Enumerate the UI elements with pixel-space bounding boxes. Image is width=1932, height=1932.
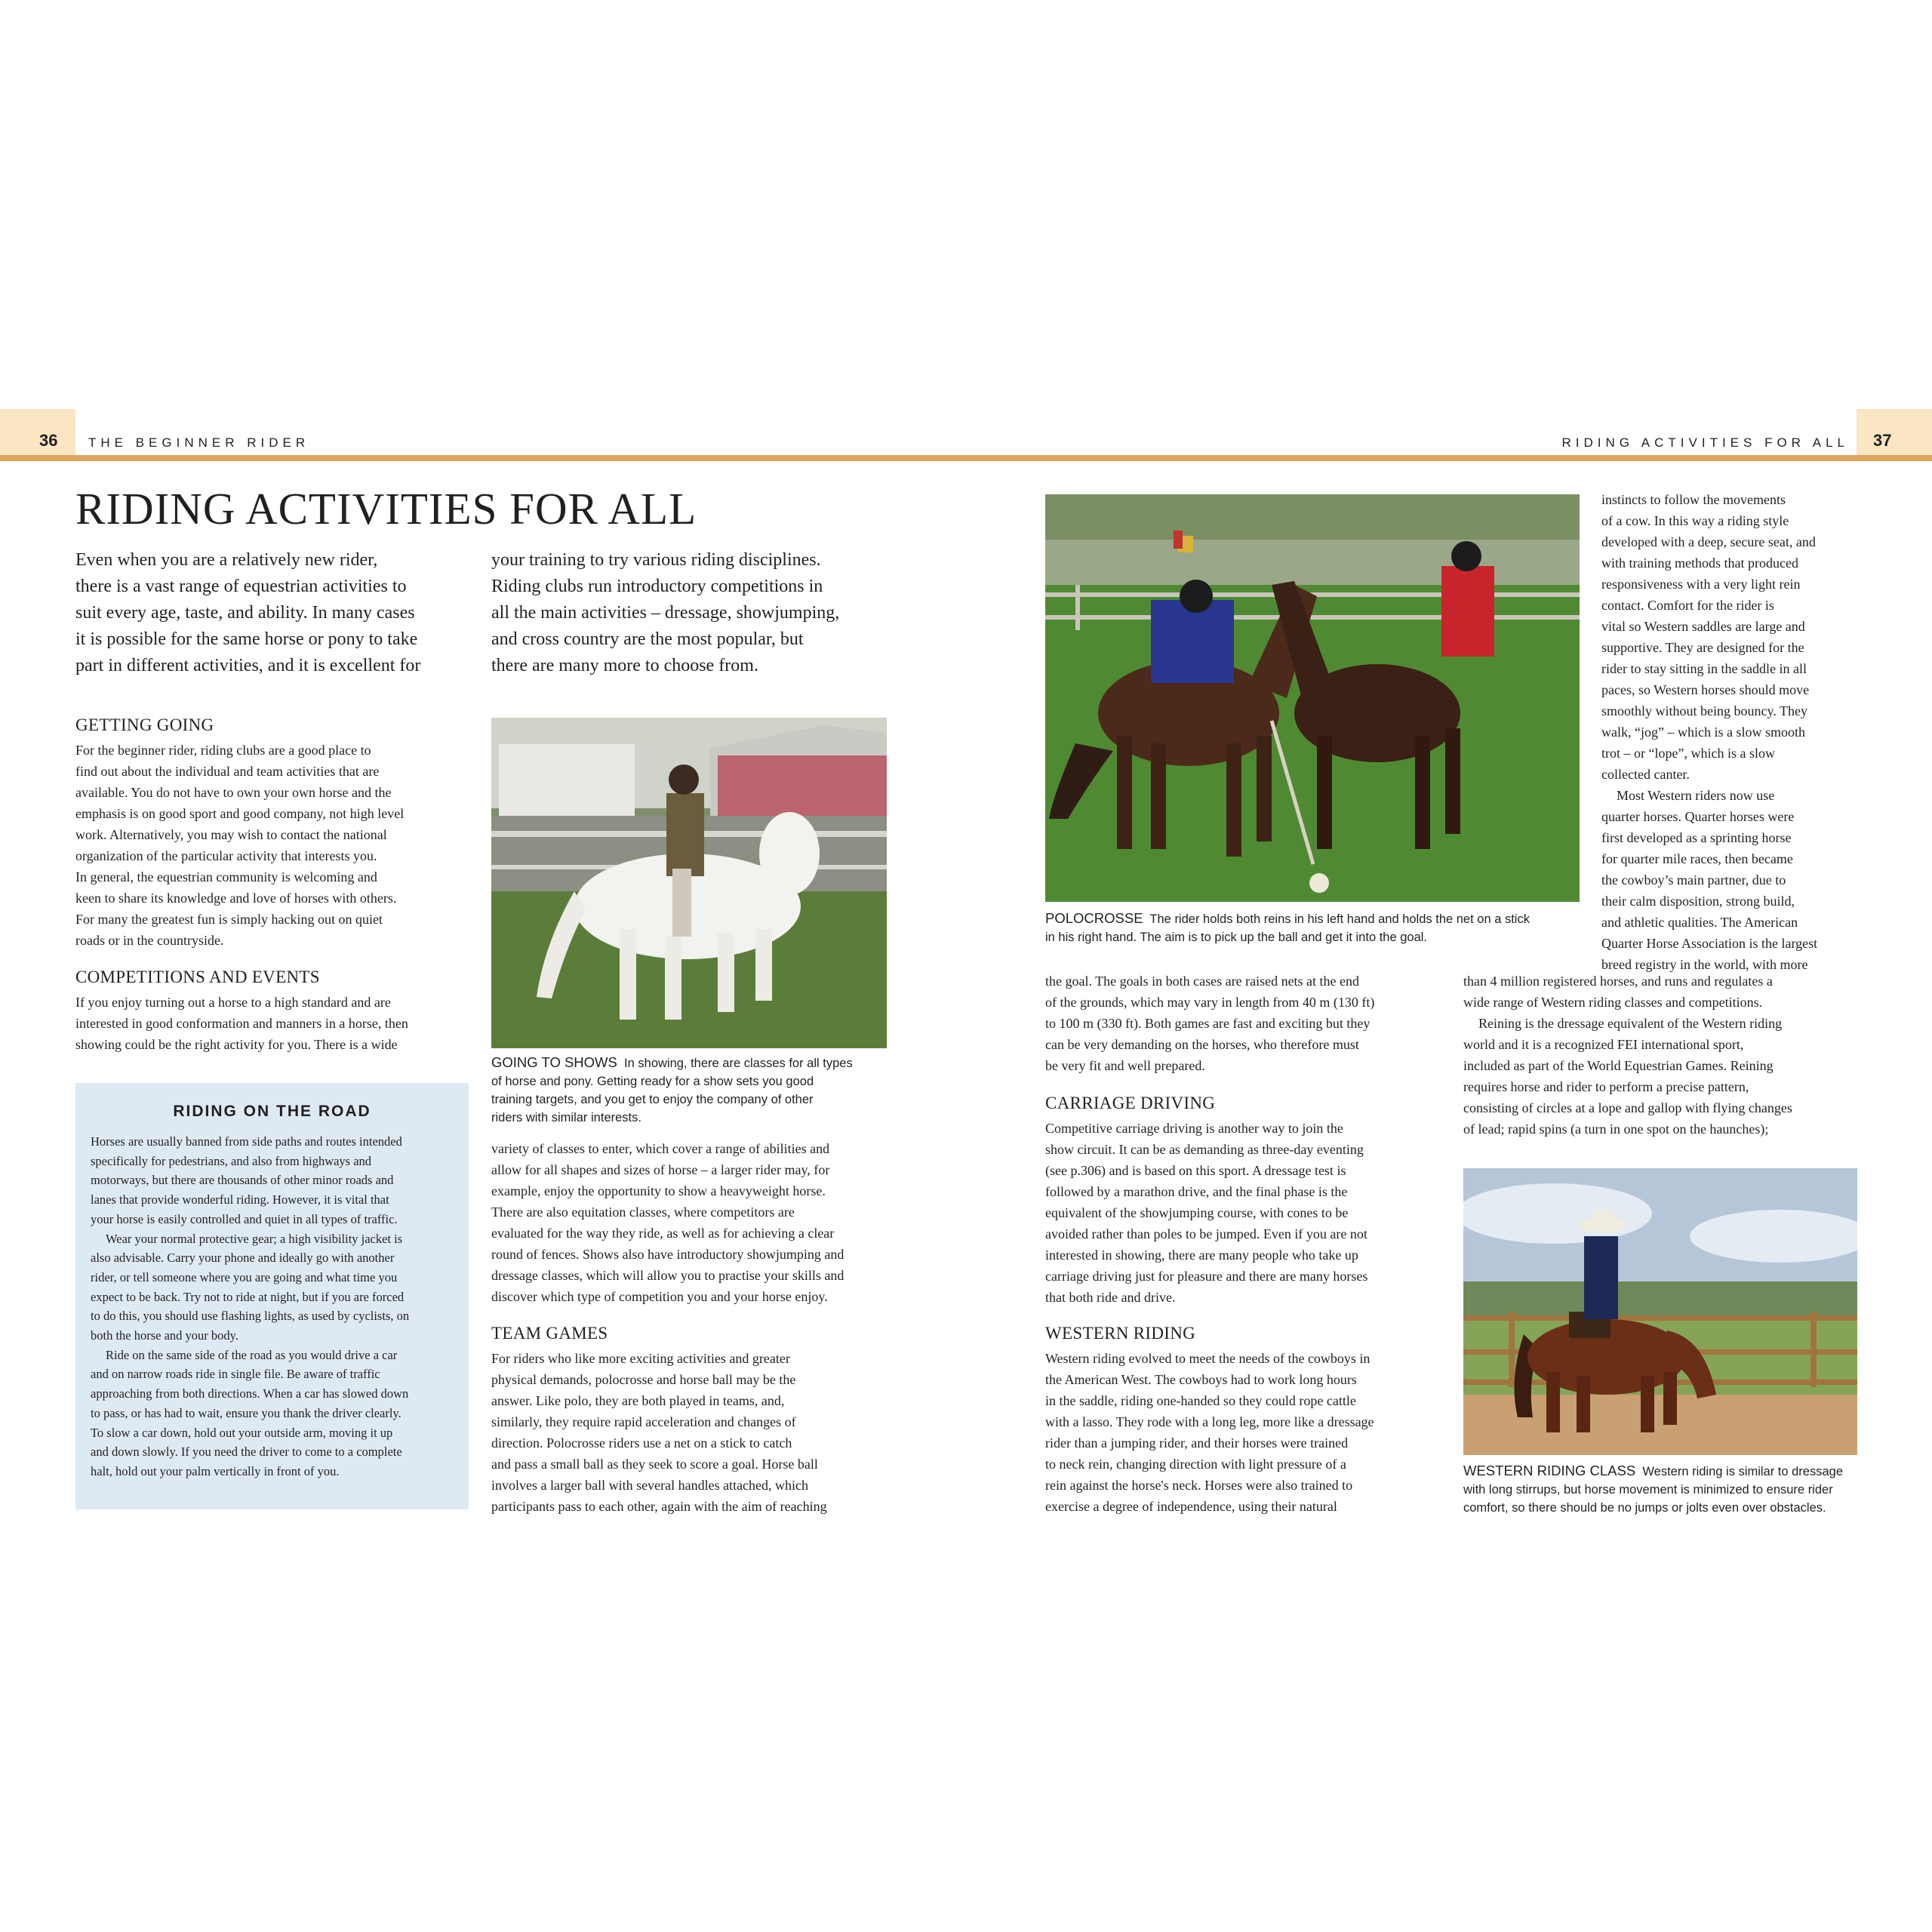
left-running-head: THE BEGINNER RIDER bbox=[88, 435, 310, 450]
caption-going-to-shows bbox=[491, 1054, 899, 1127]
text-line: for quarter mile races, then became bbox=[1601, 851, 1793, 866]
text-line: developed with a deep, secure seat, and bbox=[1601, 534, 1816, 549]
text-line: discover which type of competition you and your horse enjoy. bbox=[491, 1289, 828, 1304]
text-line: expect to be back. Try not to ride at night, but if you are forced bbox=[91, 1289, 405, 1304]
text-line: For the beginner rider, riding clubs are a good place to bbox=[75, 743, 371, 758]
text-line: round of fences. Shows also have introductory showjumping and bbox=[491, 1247, 844, 1262]
text-line: vital so Western saddles are large and bbox=[1601, 619, 1805, 634]
text-line: To slow a car down, hold out your outside arm, moving it up bbox=[91, 1425, 393, 1440]
intro-line: your training to try various riding disciplines. bbox=[491, 550, 821, 570]
text-line: motorways, but there are thousands of other minor roads and bbox=[91, 1173, 394, 1188]
intro-col-2 bbox=[491, 547, 899, 679]
text-line: world and it is a recognized FEI international sport, bbox=[1463, 1037, 1744, 1052]
text-line: find out about the individual and team activities that are bbox=[75, 764, 380, 779]
caption-line: riders with similar interests. bbox=[491, 1111, 641, 1124]
text-line: the goal. The goals in both cases are raised nets at the end bbox=[1045, 974, 1360, 989]
intro-line: suit every age, taste, and ability. In many cases bbox=[75, 603, 415, 623]
intro-line: it is possible for the same horse or pony to take bbox=[75, 629, 418, 649]
caption-polocrosse bbox=[1045, 909, 1589, 946]
showing-continued-text bbox=[491, 1138, 899, 1307]
text-line: physical demands, polocrosse and horse ball may be the bbox=[491, 1372, 796, 1387]
text-line: to do this, you should use flashing lights, as used by cyclists, on bbox=[91, 1309, 410, 1324]
caption-line: comfort, so there should be no jumps or jolts even over obstacles. bbox=[1463, 1501, 1826, 1515]
text-line: halt, hold out your palm vertically in front of you. bbox=[91, 1463, 340, 1478]
caption-line: Western riding is similar to dressage bbox=[1642, 1465, 1844, 1478]
text-line: your horse is easily controlled and quiet in all types of traffic. bbox=[91, 1211, 398, 1226]
text-line: instincts to follow the movements bbox=[1601, 492, 1786, 507]
heading-carriage-driving: CARRIAGE DRIVING bbox=[1045, 1094, 1216, 1112]
team-games-continued-text bbox=[1045, 971, 1453, 1076]
text-line: to pass, or has had to wait, ensure you thank the driver clearly. bbox=[91, 1405, 401, 1420]
intro-line: all the main activities – dressage, showjumping, bbox=[491, 603, 840, 623]
intro-line: Riding clubs run introductory competitions in bbox=[491, 577, 823, 596]
text-line: requires horse and rider to perform a precise pattern, bbox=[1463, 1079, 1749, 1094]
competitions-text bbox=[75, 992, 475, 1055]
text-line: dressage classes, which will allow you to practise your skills and bbox=[491, 1268, 844, 1283]
text-line: included as part of the World Equestrian Games. Reining bbox=[1463, 1058, 1774, 1073]
caption-line: of horse and pony. Getting ready for a show sets you good bbox=[491, 1075, 814, 1088]
caption-label: POLOCROSSE bbox=[1045, 910, 1143, 926]
box-text bbox=[91, 1132, 457, 1481]
text-line: For many the greatest fun is simply hacking out on quiet bbox=[75, 912, 383, 927]
text-line: walk, “jog” – which is a slow smooth bbox=[1601, 724, 1805, 740]
text-line: quarter horses. Quarter horses were bbox=[1601, 809, 1795, 824]
caption-line: The rider holds both reins in his left hand and holds the net on a stick bbox=[1149, 912, 1530, 926]
photo-western-riding-class bbox=[1463, 1168, 1857, 1455]
text-line: exercise a degree of independence, using their natural bbox=[1045, 1499, 1337, 1514]
text-line: specifically for pedestrians, and also from highways and bbox=[91, 1153, 372, 1168]
text-line: first developed as a sprinting horse bbox=[1601, 830, 1792, 845]
text-line: organization of the particular activity that interests you. bbox=[75, 848, 377, 863]
western-riding-text bbox=[1045, 1348, 1453, 1517]
text-line: in the saddle, riding one-handed so they could rope cattle bbox=[1045, 1393, 1356, 1408]
heading-getting-going: GETTING GOING bbox=[75, 715, 214, 734]
heading-competitions: COMPETITIONS AND EVENTS bbox=[75, 968, 320, 986]
intro-line: part in different activities, and it is excellent for bbox=[75, 656, 421, 675]
heading-team-games: TEAM GAMES bbox=[491, 1324, 608, 1343]
riding-on-the-road-box bbox=[75, 1083, 469, 1509]
text-line: interested in good conformation and manners in a horse, then bbox=[75, 1016, 408, 1031]
text-line: of lead; rapid spins (a turn in one spot on the haunches); bbox=[1463, 1121, 1769, 1137]
caption-line: in his right hand. The aim is to pick up the ball and get it into the goal. bbox=[1045, 931, 1428, 944]
text-line: available. You do not have to own your own horse and the bbox=[75, 785, 392, 800]
right-page-tab bbox=[1857, 409, 1932, 459]
text-line: and down slowly. If you need the driver to come to a complete bbox=[91, 1444, 402, 1460]
text-line: evaluated for the way they ride, as well as for achieving a clear bbox=[491, 1226, 835, 1241]
text-line: rider to stay sitting in the saddle in all bbox=[1601, 661, 1807, 676]
text-line: direction. Polocrosse riders use a net on a stick to catch bbox=[491, 1435, 792, 1451]
heading-western-riding: WESTERN RIDING bbox=[1045, 1324, 1196, 1343]
getting-going-text bbox=[75, 740, 475, 951]
text-line: followed by a marathon drive, and the final phase is the bbox=[1045, 1184, 1348, 1199]
text-line: both the horse and your body. bbox=[91, 1328, 238, 1343]
page-title: RIDING ACTIVITIES FOR ALL bbox=[75, 484, 697, 534]
photo-polocrosse bbox=[1045, 494, 1580, 902]
text-line: and on narrow roads ride in single file. Be aware of traffic bbox=[91, 1367, 380, 1382]
text-line: breed registry in the world, with more bbox=[1601, 957, 1808, 972]
text-line: the American West. The cowboys had to work long hours bbox=[1045, 1372, 1357, 1387]
text-line: of a cow. In this way a riding style bbox=[1601, 513, 1789, 528]
text-line: show circuit. It can be as demanding as three-day eventing bbox=[1045, 1142, 1364, 1157]
caption-label: WESTERN RIDING CLASS bbox=[1463, 1463, 1636, 1478]
text-line: Ride on the same side of the road as you would drive a car bbox=[106, 1347, 398, 1362]
text-line: allow for all shapes and sizes of horse – a larger rider may, for bbox=[491, 1162, 830, 1177]
text-line: example, enjoy the opportunity to show a heavyweight horse. bbox=[491, 1183, 826, 1198]
western-continued-narrow-text bbox=[1601, 489, 1862, 975]
text-line: In general, the equestrian community is welcoming and bbox=[75, 869, 377, 884]
text-line: smoothly without being bouncy. They bbox=[1601, 703, 1807, 718]
caption-line: with long stirrups, but horse movement is minimized to ensure rider bbox=[1463, 1483, 1833, 1497]
text-line: avoided rather than poles to be jumped. Even if you are not bbox=[1045, 1226, 1367, 1241]
text-line: Western riding evolved to meet the needs of the cowboys in bbox=[1045, 1351, 1371, 1366]
right-running-head: RIDING ACTIVITIES FOR ALL bbox=[1561, 435, 1849, 450]
text-line: be very fit and well prepared. bbox=[1045, 1058, 1205, 1073]
text-line: rider, or tell someone where you are going and what time you bbox=[91, 1269, 398, 1284]
text-line: keen to share its knowledge and love of horses with others. bbox=[75, 891, 397, 906]
intro-line: there is a vast range of equestrian activities to bbox=[75, 577, 407, 596]
text-line: to 100 m (330 ft). Both games are fast and exciting but they bbox=[1045, 1016, 1371, 1031]
text-line: rein against the horse's neck. Horses were also trained to bbox=[1045, 1478, 1353, 1493]
photo-going-to-shows bbox=[491, 718, 887, 1048]
text-line: involves a larger ball with several handles attached, which bbox=[491, 1478, 809, 1493]
intro-line: and cross country are the most popular, but bbox=[491, 629, 804, 649]
intro-line: Even when you are a relatively new rider, bbox=[75, 550, 378, 570]
text-line: than 4 million registered horses, and runs and regulates a bbox=[1463, 974, 1773, 989]
text-line: and athletic qualities. The American bbox=[1601, 915, 1798, 930]
caption-label: GOING TO SHOWS bbox=[491, 1054, 617, 1070]
text-line: to neck rein, changing direction with light pressure of a bbox=[1045, 1457, 1346, 1472]
text-line: wide range of Western riding classes and competitions. bbox=[1463, 995, 1763, 1010]
text-line: work. Alternatively, you may wish to contact the national bbox=[75, 827, 387, 842]
text-line: equivalent of the showjumping course, with cones to be bbox=[1045, 1205, 1349, 1220]
text-line: their calm disposition, strong build, bbox=[1601, 894, 1795, 909]
intro-col-1 bbox=[75, 547, 483, 679]
text-line: similarly, they require rapid acceleration and changes of bbox=[491, 1414, 796, 1429]
text-line: with a lasso. They rode with a long leg, more like a dressage bbox=[1045, 1414, 1374, 1429]
text-line: that both ride and drive. bbox=[1045, 1290, 1176, 1305]
left-page-tab bbox=[0, 409, 75, 459]
text-line: the cowboy’s main partner, due to bbox=[1601, 872, 1786, 888]
text-line: showing could be the right activity for you. There is a wide bbox=[75, 1037, 398, 1052]
text-line: lanes that provide wonderful riding. However, it is vital that bbox=[91, 1192, 389, 1208]
text-line: Quarter Horse Association is the largest bbox=[1601, 936, 1818, 951]
caption-line: In showing, there are classes for all types bbox=[624, 1057, 853, 1070]
header-rule bbox=[0, 455, 1932, 461]
team-games-text bbox=[491, 1348, 899, 1517]
text-line: (see p.306) and is based on this sport. A dressage test is bbox=[1045, 1163, 1346, 1178]
text-line: contact. Comfort for the rider is bbox=[1601, 598, 1774, 613]
text-line: paces, so Western horses should move bbox=[1601, 682, 1810, 697]
text-line: trot – or “lope”, which is a slow bbox=[1601, 746, 1775, 761]
box-title: RIDING ON THE ROAD bbox=[173, 1103, 371, 1120]
text-line: also advisable. Carry your phone and ideally go with another bbox=[91, 1251, 395, 1266]
text-line: consisting of circles at a lope and gallop with flying changes bbox=[1463, 1100, 1792, 1115]
carriage-driving-text bbox=[1045, 1118, 1453, 1308]
western-continued-wide-text bbox=[1463, 971, 1871, 1140]
intro-line: there are many more to choose from. bbox=[491, 656, 758, 675]
text-line: participants pass to each other, again with the aim of reaching bbox=[491, 1499, 827, 1514]
text-line: carriage driving just for pleasure and there are many horses bbox=[1045, 1269, 1368, 1284]
text-line: If you enjoy turning out a horse to a high standard and are bbox=[75, 995, 391, 1010]
left-page-number: 36 bbox=[39, 431, 58, 450]
text-line: emphasis is on good sport and good company, not high level bbox=[75, 806, 405, 821]
text-line: Horses are usually banned from side paths and routes intended bbox=[91, 1134, 402, 1149]
text-line: and pass a small ball as they seek to score a goal. Horse ball bbox=[491, 1457, 818, 1472]
text-line: Most Western riders now use bbox=[1617, 788, 1775, 803]
text-line: answer. Like polo, they are both played in teams, and, bbox=[491, 1393, 785, 1408]
text-line: responsiveness with a very light rein bbox=[1601, 577, 1801, 592]
text-line: interested in showing, there are many people who take up bbox=[1045, 1247, 1358, 1263]
text-line: There are also equitation classes, where competitors are bbox=[491, 1204, 795, 1220]
text-line: Wear your normal protective gear; a high visibility jacket is bbox=[106, 1231, 403, 1246]
text-line: For riders who like more exciting activities and greater bbox=[491, 1351, 790, 1366]
text-line: of the grounds, which may vary in length from 40 m (130 ft) bbox=[1045, 995, 1375, 1010]
text-line: variety of classes to enter, which cover a range of abilities and bbox=[491, 1141, 830, 1156]
text-line: with training methods that produced bbox=[1601, 555, 1798, 571]
caption-western-riding-class bbox=[1463, 1462, 1871, 1517]
text-line: Reining is the dressage equivalent of the Western riding bbox=[1478, 1016, 1783, 1031]
text-line: roads or in the countryside. bbox=[75, 933, 224, 948]
text-line: rider than a jumping rider, and their horses were trained bbox=[1045, 1435, 1349, 1451]
right-page-number: 37 bbox=[1873, 431, 1892, 450]
text-line: supportive. They are designed for the bbox=[1601, 640, 1804, 655]
caption-line: training targets, and you get to enjoy the company of other bbox=[491, 1093, 814, 1106]
text-line: approaching from both directions. When a car has slowed down bbox=[91, 1386, 409, 1401]
text-line: collected canter. bbox=[1601, 767, 1690, 782]
text-line: can be very demanding on the horses, who therefore must bbox=[1045, 1037, 1359, 1052]
text-line: Competitive carriage driving is another way to join the bbox=[1045, 1121, 1343, 1136]
